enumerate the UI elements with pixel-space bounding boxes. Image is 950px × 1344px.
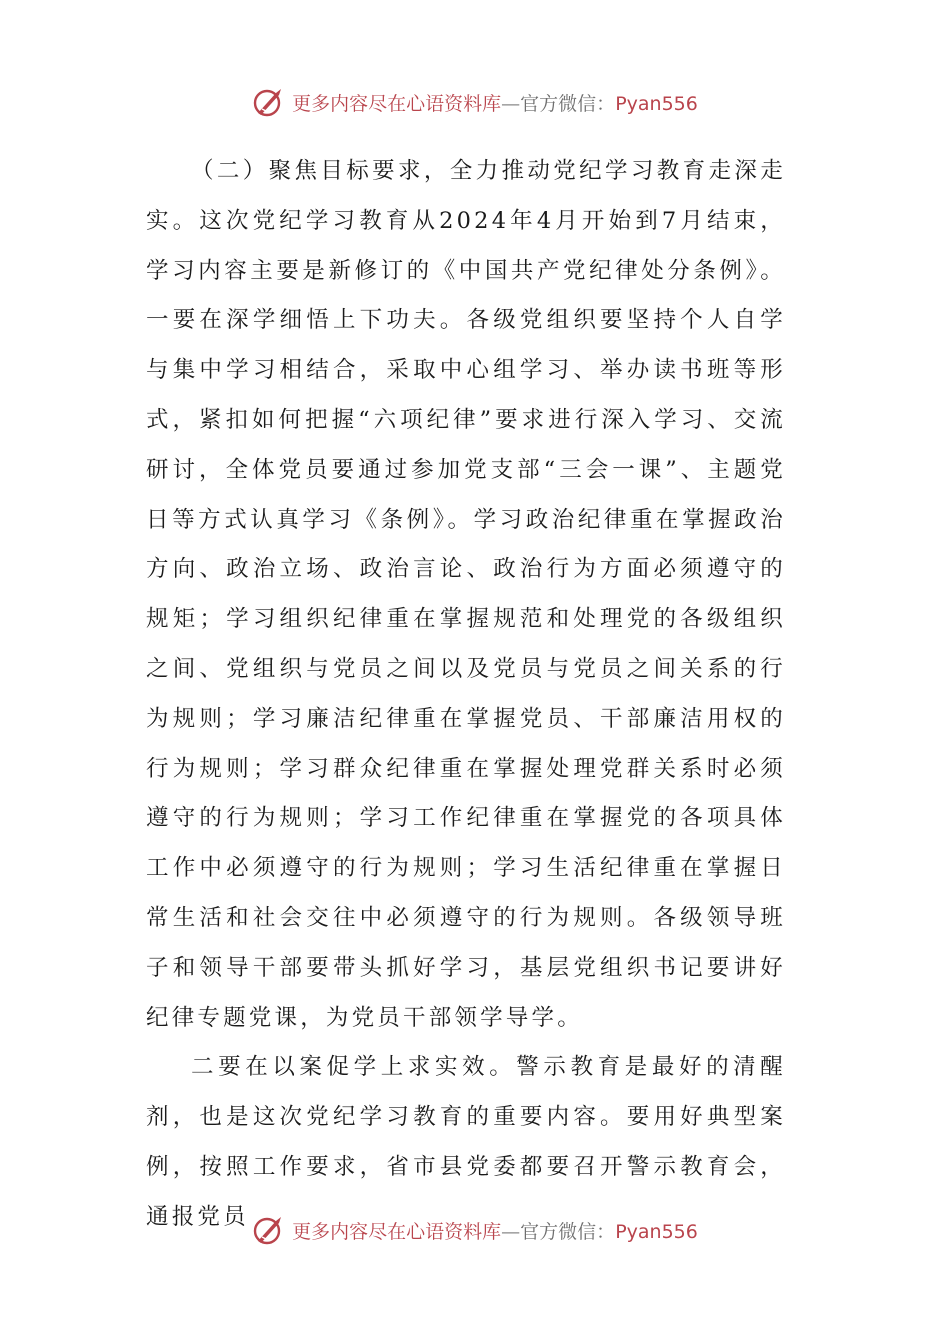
paragraph-1: （二）聚焦目标要求，全力推动党纪学习教育走深走实。这次党纪学习教育从2024年4月开始到7月结束，学习内容主要是新修订的《中国共产党纪律处分条例》。一要在深学细悟上下功夫。各级党组织要坚持个人自学与集中学习相结合，采取中心组学习、举办读书班等形式，紧扣如何把握“六项纪律”要求进行深入学习、交流研讨，全体党员要通过参加党支部“三会一课”、主题党日等方式认真学习《条例》。学习政治纪律重在掌握政治方向、政治立场、政治言论、政治行为方面必须遵守的规矩；学习组织纪律重在掌握规范和处理党的各级组织之间、党组织与党员之间以及党员与党员之间关系的行为规则；学习廉洁纪律重在掌握党员、干部廉洁用权的行为规则；学习群众纪律重在掌握处理党群关系时必须遵守的行为规则；学习工作纪律重在掌握党的各项具体工作中必须遵守的行为规则；学习生活纪律重在掌握日常生活和社会交往中必须遵守的行为规则。各级领导班子和领导干部要带头抓好学习，基层党组织书记要讲好纪律专题党课，为党员干部领学导学。 — [146, 158, 786, 1031]
document-body — [146, 147, 786, 1243]
footer-banner-text: 更多内容尽在心语资料库—官方微信：Pyan556 — [292, 1220, 698, 1243]
pen-circle-logo-icon — [252, 85, 286, 119]
footer-banner — [0, 1210, 950, 1250]
pen-circle-logo-icon — [252, 1213, 286, 1247]
paragraph-2: 二要在以案促学上求实效。警示教育是最好的清醒剂，也是这次党纪学习教育的重要内容。要用好典型案例，按照工作要求，省市县党委都要召开警示教育会，通报党员 — [146, 1054, 786, 1230]
wechat-id: Pyan556 — [615, 92, 698, 115]
header-banner-text: 更多内容尽在心语资料库—官方微信：Pyan556 — [292, 92, 698, 115]
header-banner — [0, 82, 950, 122]
wechat-id: Pyan556 — [615, 1220, 698, 1243]
